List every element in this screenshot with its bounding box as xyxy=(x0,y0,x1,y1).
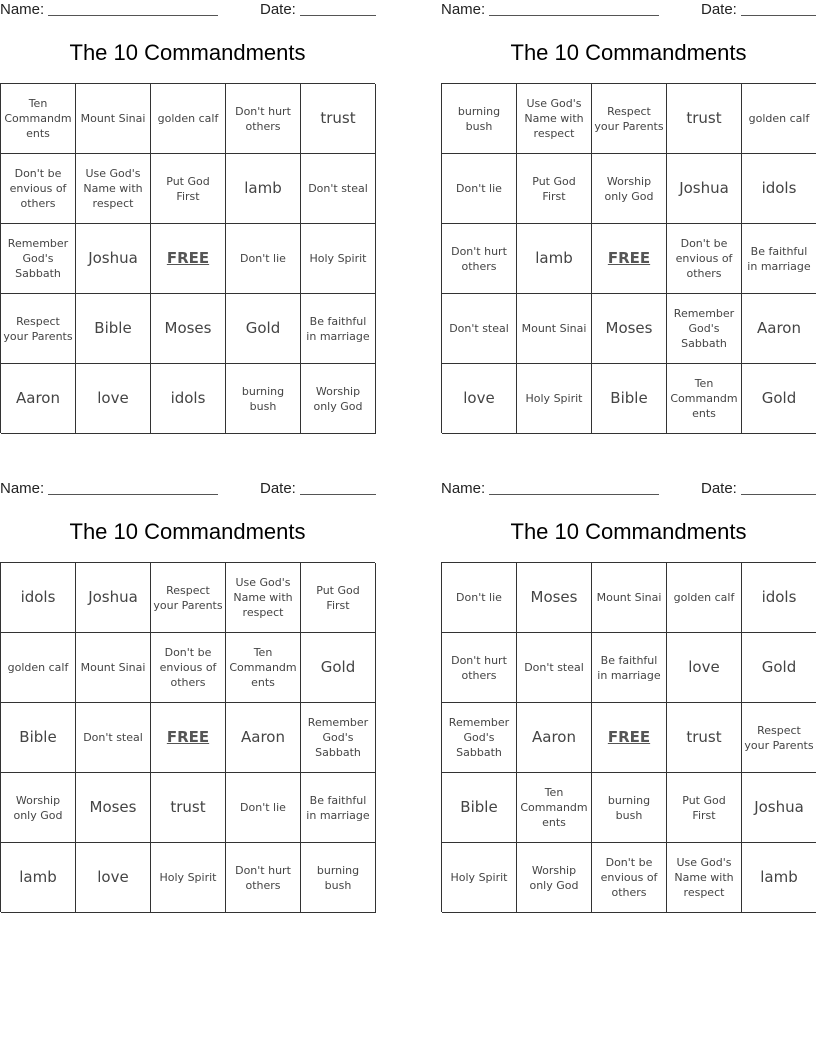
bingo-cell[interactable]: idols xyxy=(1,563,76,633)
bingo-cell[interactable]: Don't be envious of others xyxy=(151,633,226,703)
bingo-grid xyxy=(0,83,375,433)
bingo-cell[interactable]: Don't steal xyxy=(301,154,376,224)
bingo-cell[interactable]: Aaron xyxy=(1,364,76,434)
bingo-cell[interactable]: Don't be envious of others xyxy=(667,224,742,294)
bingo-cell[interactable]: Use God's Name with respect xyxy=(667,843,742,913)
date-field[interactable] xyxy=(260,480,376,497)
card-header xyxy=(441,1,816,21)
bingo-cell[interactable]: lamb xyxy=(517,224,592,294)
name-label: Name: xyxy=(441,1,486,18)
bingo-cell[interactable]: Worship only God xyxy=(301,364,376,434)
name-blank-line[interactable] xyxy=(489,480,659,495)
bingo-cell[interactable]: burning bush xyxy=(592,773,667,843)
bingo-cell[interactable]: Moses xyxy=(151,294,226,364)
bingo-cell[interactable]: Don't lie xyxy=(226,224,301,294)
bingo-cell[interactable]: Remember God's Sabbath xyxy=(301,703,376,773)
date-blank-line[interactable] xyxy=(300,480,376,495)
date-blank-line[interactable] xyxy=(741,480,816,495)
bingo-cell[interactable]: love xyxy=(76,364,151,434)
bingo-cell[interactable]: Holy Spirit xyxy=(301,224,376,294)
bingo-cell[interactable]: Moses xyxy=(592,294,667,364)
bingo-cell[interactable]: Mount Sinai xyxy=(76,633,151,703)
bingo-cell[interactable]: Be faithful in marriage xyxy=(301,773,376,843)
bingo-cell[interactable]: Mount Sinai xyxy=(592,563,667,633)
bingo-cell[interactable]: Joshua xyxy=(742,773,816,843)
card-title: The 10 Commandments xyxy=(510,519,747,544)
free-space[interactable]: FREE xyxy=(151,703,226,773)
bingo-cell[interactable]: Respect your Parents xyxy=(742,703,816,773)
name-label: Name: xyxy=(0,480,45,497)
bingo-cell[interactable]: Put God First xyxy=(151,154,226,224)
card-title: The 10 Commandments xyxy=(510,40,747,65)
bingo-cell[interactable]: Be faithful in marriage xyxy=(301,294,376,364)
bingo-cell[interactable]: Moses xyxy=(76,773,151,843)
bingo-cell[interactable]: Gold xyxy=(742,364,816,434)
bingo-cell[interactable]: trust xyxy=(667,84,742,154)
bingo-cell[interactable]: Holy Spirit xyxy=(517,364,592,434)
bingo-cell[interactable]: trust xyxy=(301,84,376,154)
bingo-cell[interactable]: Aaron xyxy=(517,703,592,773)
bingo-cell[interactable]: Mount Sinai xyxy=(76,84,151,154)
bingo-cell[interactable]: trust xyxy=(667,703,742,773)
bingo-cell[interactable]: love xyxy=(442,364,517,434)
bingo-cell[interactable]: Holy Spirit xyxy=(151,843,226,913)
bingo-cell[interactable]: Put God First xyxy=(667,773,742,843)
card-title: The 10 Commandments xyxy=(69,40,306,65)
bingo-card-4 xyxy=(441,479,816,919)
bingo-cell[interactable]: Don't be envious of others xyxy=(1,154,76,224)
bingo-cell[interactable]: golden calf xyxy=(742,84,816,154)
bingo-cell[interactable]: Gold xyxy=(226,294,301,364)
bingo-cell[interactable]: Remember God's Sabbath xyxy=(1,224,76,294)
name-field[interactable] xyxy=(0,480,218,497)
bingo-cell[interactable]: Don't hurt others xyxy=(226,843,301,913)
bingo-cell[interactable]: Joshua xyxy=(76,563,151,633)
free-space[interactable]: FREE xyxy=(151,224,226,294)
bingo-card-3 xyxy=(0,479,375,919)
bingo-cell[interactable]: Be faithful in marriage xyxy=(592,633,667,703)
name-label: Name: xyxy=(0,1,45,18)
bingo-cell[interactable]: Remember God's Sabbath xyxy=(442,703,517,773)
bingo-cell[interactable]: Don't hurt others xyxy=(442,224,517,294)
bingo-cell[interactable]: burning bush xyxy=(442,84,517,154)
bingo-cell[interactable]: Ten Commandments xyxy=(667,364,742,434)
name-label: Name: xyxy=(441,480,486,497)
card-header xyxy=(441,480,816,500)
bingo-cell[interactable]: lamb xyxy=(742,843,816,913)
bingo-cell[interactable]: Don't steal xyxy=(76,703,151,773)
name-field[interactable] xyxy=(441,1,659,18)
bingo-cell[interactable]: idols xyxy=(742,154,816,224)
bingo-cell[interactable]: Holy Spirit xyxy=(442,843,517,913)
bingo-cell[interactable]: golden calf xyxy=(667,563,742,633)
bingo-cell[interactable]: golden calf xyxy=(1,633,76,703)
date-blank-line[interactable] xyxy=(741,1,816,16)
bingo-cell[interactable]: Joshua xyxy=(76,224,151,294)
date-label: Date: xyxy=(260,480,296,497)
bingo-grid xyxy=(441,83,816,433)
card-header xyxy=(0,1,375,21)
date-label: Date: xyxy=(701,480,737,497)
bingo-cell[interactable]: burning bush xyxy=(226,364,301,434)
bingo-cell[interactable]: Bible xyxy=(442,773,517,843)
bingo-cell[interactable]: Use God's Name with respect xyxy=(517,84,592,154)
bingo-cell[interactable]: idols xyxy=(151,364,226,434)
name-blank-line[interactable] xyxy=(48,1,218,16)
bingo-cell[interactable]: lamb xyxy=(1,843,76,913)
bingo-cell[interactable]: Gold xyxy=(301,633,376,703)
bingo-grid xyxy=(441,562,816,912)
bingo-cell[interactable]: Aaron xyxy=(742,294,816,364)
bingo-grid xyxy=(0,562,375,912)
bingo-cell[interactable]: Respect your Parents xyxy=(1,294,76,364)
bingo-cell[interactable]: Moses xyxy=(517,563,592,633)
bingo-cell[interactable]: Put God First xyxy=(301,563,376,633)
bingo-cell[interactable]: Ten Commandments xyxy=(1,84,76,154)
bingo-cell[interactable]: Use God's Name with respect xyxy=(226,563,301,633)
bingo-cell[interactable]: Don't be envious of others xyxy=(592,843,667,913)
bingo-cell[interactable]: Respect your Parents xyxy=(592,84,667,154)
bingo-cell[interactable]: Be faithful in marriage xyxy=(742,224,816,294)
bingo-cell[interactable]: Don't lie xyxy=(442,154,517,224)
bingo-cell[interactable]: Don't lie xyxy=(226,773,301,843)
bingo-cell[interactable]: Don't hurt others xyxy=(442,633,517,703)
bingo-cell[interactable]: Respect your Parents xyxy=(151,563,226,633)
date-label: Date: xyxy=(260,1,296,18)
bingo-cell[interactable]: Don't steal xyxy=(442,294,517,364)
bingo-cell[interactable]: Gold xyxy=(742,633,816,703)
bingo-cell[interactable]: lamb xyxy=(226,154,301,224)
date-field[interactable] xyxy=(260,1,376,18)
date-field[interactable] xyxy=(701,1,816,18)
bingo-cell[interactable]: Worship only God xyxy=(1,773,76,843)
bingo-cell[interactable]: burning bush xyxy=(301,843,376,913)
bingo-cell[interactable]: Put God First xyxy=(517,154,592,224)
name-field[interactable] xyxy=(441,480,659,497)
name-blank-line[interactable] xyxy=(48,480,218,495)
bingo-cell[interactable]: love xyxy=(76,843,151,913)
free-space[interactable]: FREE xyxy=(592,703,667,773)
bingo-cell[interactable]: Joshua xyxy=(667,154,742,224)
bingo-cell[interactable]: Bible xyxy=(1,703,76,773)
bingo-cell[interactable]: Worship only God xyxy=(517,843,592,913)
bingo-cell[interactable]: trust xyxy=(151,773,226,843)
free-space[interactable]: FREE xyxy=(592,224,667,294)
bingo-cell[interactable]: Don't hurt others xyxy=(226,84,301,154)
bingo-cell[interactable]: Bible xyxy=(76,294,151,364)
card-header xyxy=(0,480,375,500)
bingo-cell[interactable]: idols xyxy=(742,563,816,633)
bingo-cell[interactable]: golden calf xyxy=(151,84,226,154)
bingo-card-1 xyxy=(0,0,375,440)
bingo-cell[interactable]: Remember God's Sabbath xyxy=(667,294,742,364)
bingo-cell[interactable]: Mount Sinai xyxy=(517,294,592,364)
card-title: The 10 Commandments xyxy=(69,519,306,544)
bingo-cell[interactable]: Ten Commandments xyxy=(226,633,301,703)
bingo-cell[interactable]: Aaron xyxy=(226,703,301,773)
bingo-cell[interactable]: Don't lie xyxy=(442,563,517,633)
bingo-card-2 xyxy=(441,0,816,440)
bingo-cell[interactable]: Worship only God xyxy=(592,154,667,224)
name-field[interactable] xyxy=(0,1,218,18)
date-label: Date: xyxy=(701,1,737,18)
date-blank-line[interactable] xyxy=(300,1,376,16)
bingo-cell[interactable]: Use God's Name with respect xyxy=(76,154,151,224)
bingo-cell[interactable]: Don't steal xyxy=(517,633,592,703)
date-field[interactable] xyxy=(701,480,816,497)
bingo-cell[interactable]: Ten Commandments xyxy=(517,773,592,843)
name-blank-line[interactable] xyxy=(489,1,659,16)
bingo-cell[interactable]: Bible xyxy=(592,364,667,434)
bingo-cell[interactable]: love xyxy=(667,633,742,703)
